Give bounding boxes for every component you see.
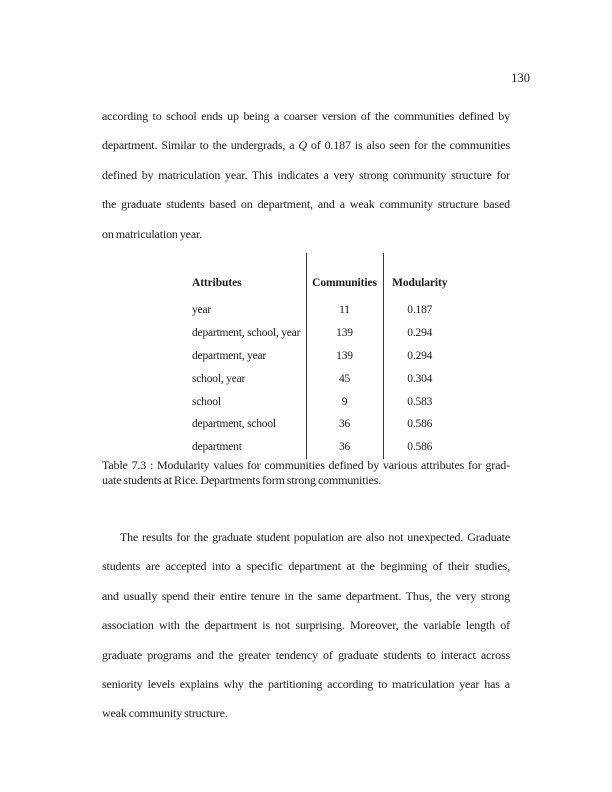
table-row bbox=[192, 345, 456, 368]
text-line: The results for the graduate student population are also not unexpected. Graduate bbox=[120, 530, 510, 544]
text-line: association with the department is not surprising. Moreover, the variable length of bbox=[102, 618, 510, 633]
cell-communities: 11 bbox=[306, 299, 383, 322]
header-modularity: Modularity bbox=[392, 277, 448, 289]
cell-modularity: 0.304 bbox=[407, 372, 433, 385]
cell-attributes: department, school bbox=[192, 418, 276, 431]
cell-attributes: school, year bbox=[192, 372, 246, 385]
text-line: graduate programs and the greater tendency of graduate students to interact across bbox=[102, 647, 510, 662]
cell-communities: 9 bbox=[306, 390, 383, 413]
paragraph-2 bbox=[102, 523, 510, 729]
cell-modularity: 0.586 bbox=[407, 441, 433, 454]
cell-attributes: department, school, year bbox=[192, 327, 301, 340]
cell-attributes: school bbox=[192, 395, 221, 408]
text-line: seniority levels explains why the partitioning according to matriculation year has a bbox=[102, 676, 510, 691]
text-line: students are accepted into a specific department at the beginning of their studies, bbox=[102, 559, 510, 574]
modularity-table bbox=[192, 253, 456, 459]
text-line: weak community structure. bbox=[102, 706, 228, 721]
table-row bbox=[192, 413, 456, 436]
cell-modularity: 0.294 bbox=[407, 349, 433, 362]
table-caption bbox=[102, 458, 510, 488]
cell-modularity: 0.294 bbox=[407, 327, 433, 340]
cell-modularity: 0.586 bbox=[407, 418, 433, 431]
table-row bbox=[192, 436, 456, 459]
cell-modularity: 0.583 bbox=[407, 395, 433, 408]
page-number: 130 bbox=[511, 71, 530, 85]
cell-communities: 139 bbox=[306, 322, 383, 345]
text-line: defined by matriculation year. This indicates a very strong community structure for bbox=[102, 167, 510, 182]
caption-line: Table 7.3 : Modularity values for communities defined by various attributes for grad- bbox=[102, 458, 510, 472]
caption-line: uate students at Rice. Departments form strong communities. bbox=[102, 472, 382, 487]
header-communities: Communities bbox=[306, 253, 383, 299]
text-segment: of 0.187 is also seen for the communities bbox=[306, 138, 510, 153]
math-variable-Q: Q bbox=[298, 138, 307, 153]
header-attributes: Attributes bbox=[192, 277, 242, 289]
paragraph-1 bbox=[102, 102, 510, 249]
table-row bbox=[192, 367, 456, 390]
text-line: on matriculation year. bbox=[102, 226, 203, 241]
text-line: the graduate students based on department, and a weak community structure based bbox=[102, 197, 510, 212]
cell-attributes: department, year bbox=[192, 349, 267, 362]
cell-attributes: year bbox=[192, 304, 211, 317]
text-line: according to school ends up being a coarser version of the communities defined by bbox=[102, 109, 510, 123]
cell-communities: 36 bbox=[306, 436, 383, 459]
cell-modularity: 0.187 bbox=[407, 304, 433, 317]
cell-communities: 36 bbox=[306, 413, 383, 436]
table-row bbox=[192, 299, 456, 322]
text-line: and usually spend their entire tenure in the same department. Thus, the very strong bbox=[102, 588, 510, 603]
text-segment: department. Similar to the undergrads, a bbox=[102, 138, 299, 153]
table-row bbox=[192, 322, 456, 345]
cell-communities: 45 bbox=[306, 367, 383, 390]
text-line bbox=[102, 131, 510, 160]
cell-attributes: department bbox=[192, 441, 242, 454]
cell-communities: 139 bbox=[306, 345, 383, 368]
table-header-row bbox=[192, 253, 456, 299]
table-row bbox=[192, 390, 456, 413]
